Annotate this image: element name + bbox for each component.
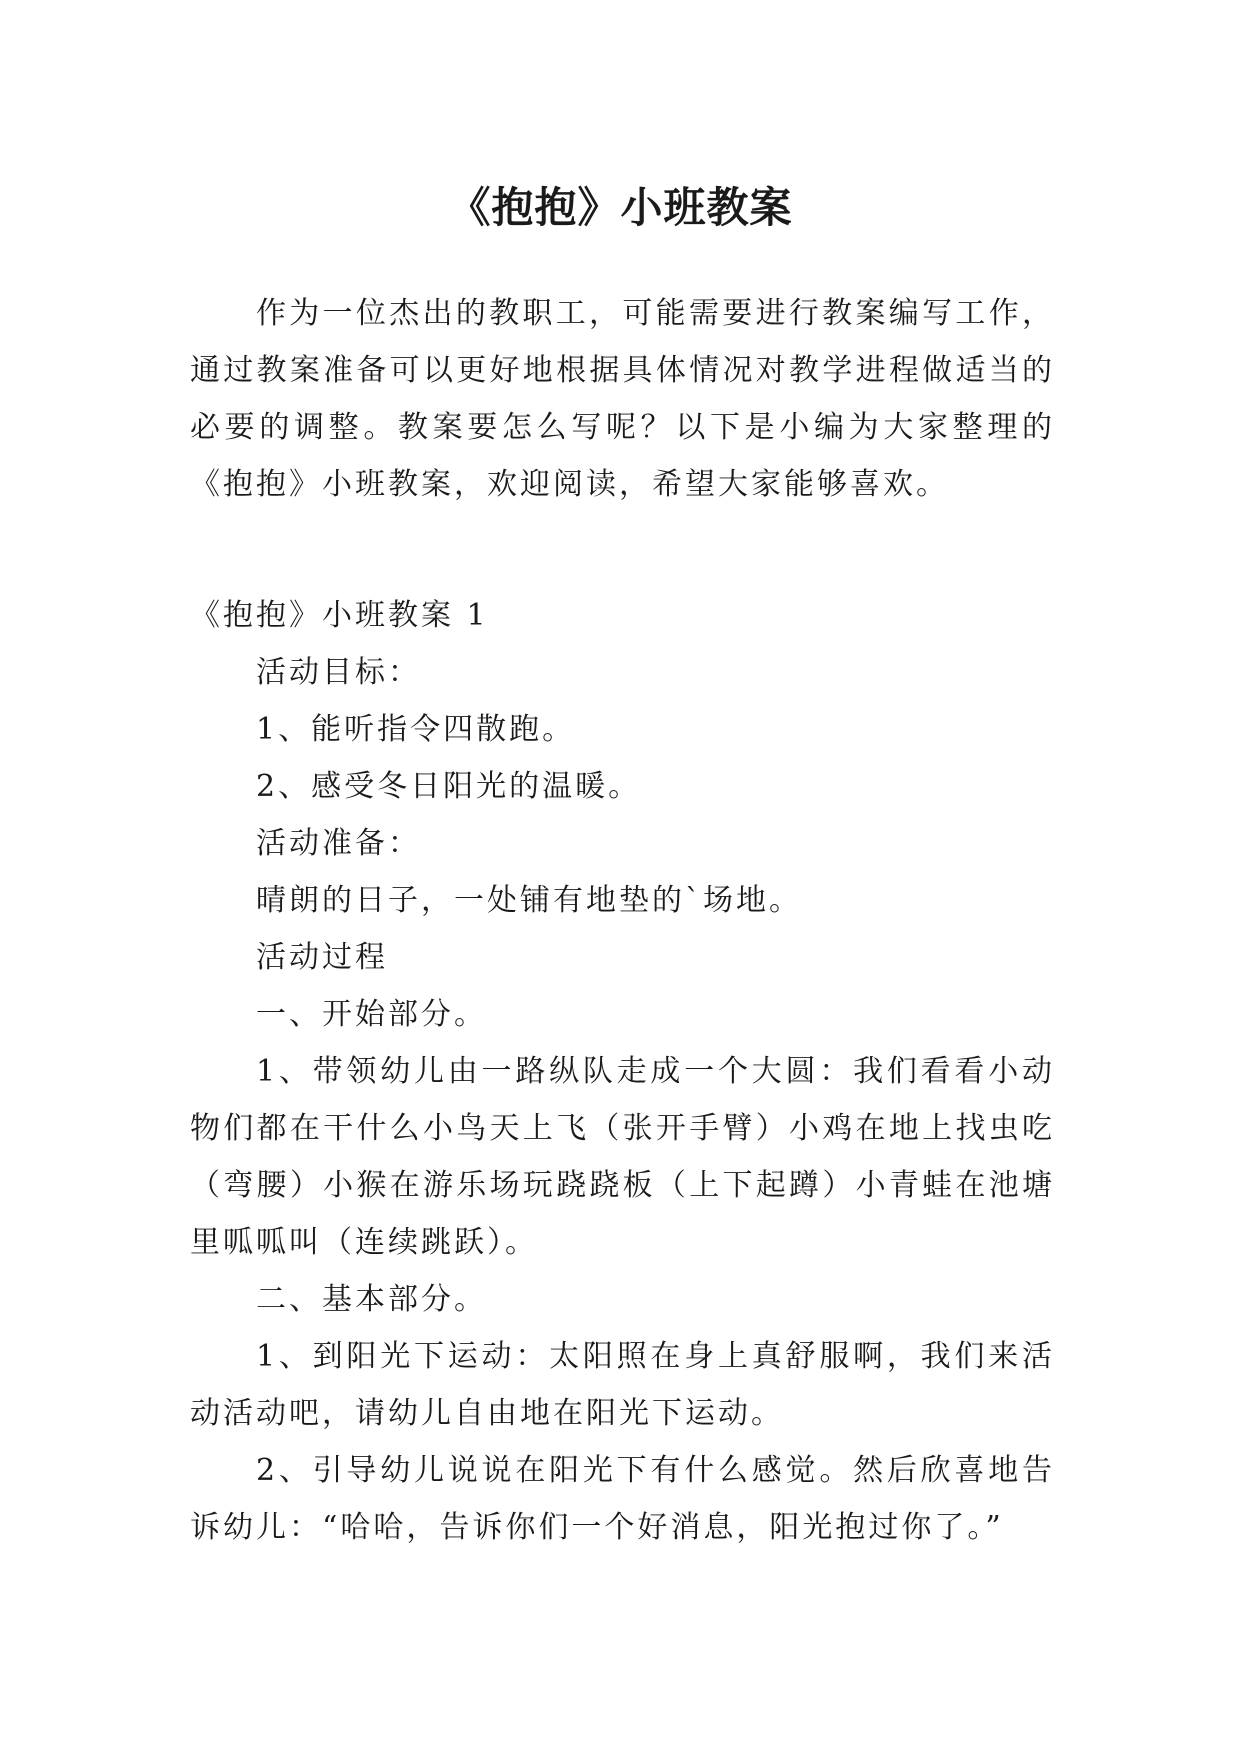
document-title: 《抱抱》小班教案	[448, 183, 793, 233]
document-body	[190, 285, 1055, 1556]
paragraph-goal-2: 2、感受冬日阳光的温暖。	[256, 769, 642, 804]
paragraph-activity-process: 活动过程	[256, 940, 388, 975]
paragraph-activity-prep: 活动准备：	[256, 826, 421, 861]
paragraph-activity-goals: 活动目标：	[256, 655, 421, 690]
section-heading: 《抱抱》小班教案 1	[190, 598, 489, 633]
intro-paragraph: 作为一位杰出的教职工，可能需要进行教案编写工作，通过教案准备可以更好地根据具体情况对教学进程做适当的必要的调整。教案要怎么写呢？以下是小编为大家整理的《抱抱》小班教案，欢迎阅读，希望大家能够喜欢。	[190, 296, 1055, 502]
paragraph-goal-1: 1、能听指令四散跑。	[256, 712, 576, 747]
paragraph-basic-step-1: 1、到阳光下运动：太阳照在身上真舒服啊，我们来活动活动吧，请幼儿自由地在阳光下运动。	[190, 1339, 1055, 1431]
paragraph-start-step-1: 1、带领幼儿由一路纵队走成一个大圆：我们看看小动物们都在干什么小鸟天上飞（张开手臂）小鸡在地上找虫吃（弯腰）小猴在游乐场玩跷跷板（上下起蹲）小青蛙在池塘里呱呱叫（连续跳跃）。	[190, 1054, 1055, 1260]
paragraph-basic-step-2: 2、引导幼儿说说在阳光下有什么感觉。然后欣喜地告诉幼儿：“哈哈，告诉你们一个好消息，阳光抱过你了。”	[190, 1453, 1055, 1545]
paragraph-part-start: 一、开始部分。	[256, 997, 487, 1032]
paragraph-part-basic: 二、基本部分。	[256, 1282, 487, 1317]
paragraph-prep-detail: 晴朗的日子，一处铺有地垫的`场地。	[256, 883, 802, 918]
